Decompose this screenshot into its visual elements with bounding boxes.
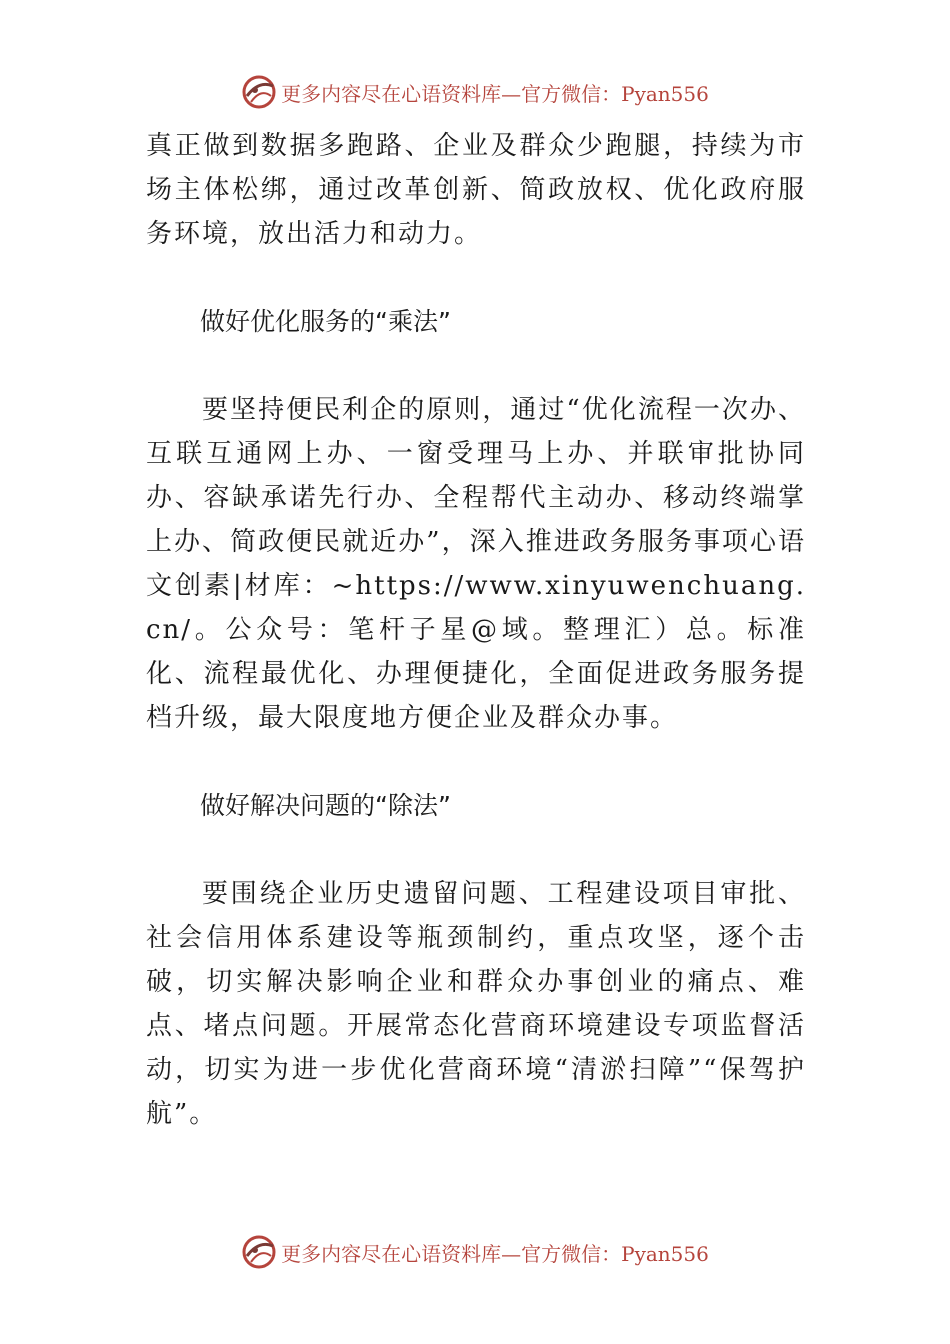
paragraph-service: 要坚持便民利企的原则，通过“优化流程一次办、互联互通网上办、一窗受理马上办、并联审批协同办、容缺承诺先行办、全程帮代主动办、移动终端掌上办、简政便民就近办”，深入推进政务服务事项心语文创素|材库：~https://www.xinyuwenchuang.cn/。公众号：笔杆子星@域。整理汇）总。标准化、流程最优化、办理便捷化，全面促进政务服务提档升级，最大限度地方便企业及群众办事。	[146, 395, 806, 733]
logo-icon	[241, 74, 277, 110]
document-body	[146, 124, 806, 1136]
banner-text: 更多内容尽在心语资料库—官方微信：Pyan556	[281, 1241, 709, 1266]
paragraph-intro: 真正做到数据多跑路、企业及群众少跑腿，持续为市场主体松绑，通过改革创新、简政放权、优化政府服务环境，放出活力和动力。	[146, 131, 806, 249]
paragraph-problems: 要围绕企业历史遗留问题、工程建设项目审批、社会信用体系建设等瓶颈制约，重点攻坚，逐个击破，切实解决影响企业和群众办事创业的痛点、难点、堵点问题。开展常态化营商环境建设专项监督活动，切实为进一步优化营商环境“清淤扫障”“保驾护航”。	[146, 879, 806, 1129]
banner-text: 更多内容尽在心语资料库—官方微信：Pyan556	[281, 81, 709, 106]
footer-banner	[0, 1230, 950, 1274]
header-banner	[0, 70, 950, 114]
section-heading-division: 做好解决问题的“除法”	[200, 791, 451, 820]
logo-icon	[241, 1234, 277, 1270]
section-heading-multiplication: 做好优化服务的“乘法”	[200, 307, 451, 336]
